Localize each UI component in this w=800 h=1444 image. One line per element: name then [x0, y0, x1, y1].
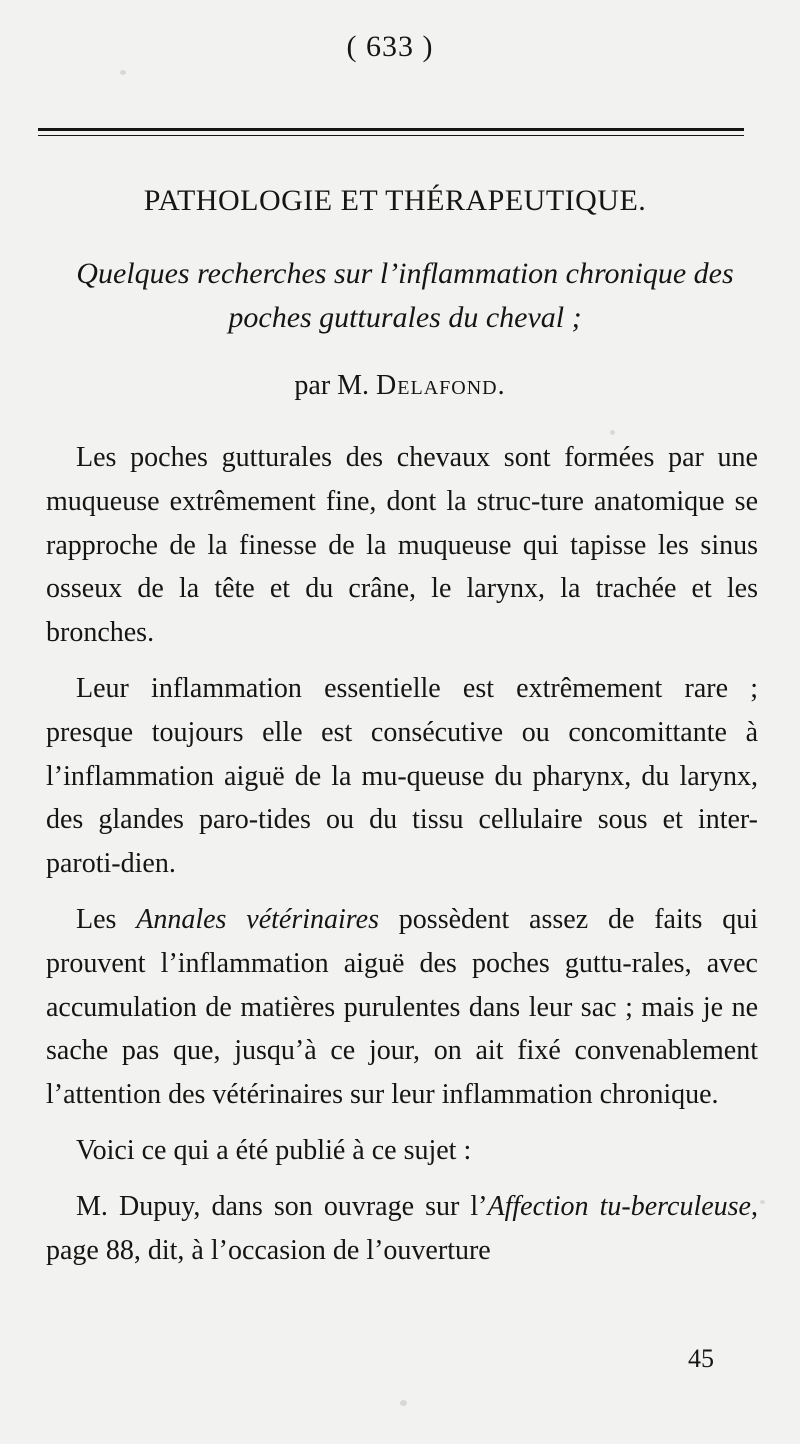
- section-title: PATHOLOGIE ET THÉRAPEUTIQUE.: [143, 184, 647, 217]
- paper-speck: [400, 1400, 407, 1406]
- paragraph-3-italic: Annales vétérinaires: [136, 903, 379, 935]
- byline-author: Delafond.: [376, 370, 506, 401]
- article-title: Quelques recherches sur l’inflammation chronique des poches gutturales du cheval ;: [76, 257, 734, 334]
- byline: [0, 370, 800, 402]
- paragraph-3: [46, 898, 758, 1117]
- page-number: ( 633 ): [346, 30, 434, 63]
- paragraph-3-start: Les: [76, 903, 137, 935]
- paragraph-3-end: possèdent assez de faits qui prouvent l’inflammation aiguë des poches guttu-rales, avec accumulation de matières purulentes dans leur sac ; mais je ne sache pas que, jusqu’à ce jour, on ait fixé convenablement l’attention des vétérinaires sur leur inflammation chronique.: [46, 903, 758, 1111]
- header-rule-thick: [38, 128, 744, 131]
- paragraph-5-end: , page 88, dit, à l’occasion de l’ouverture: [46, 1190, 758, 1266]
- paragraph-5: [46, 1185, 758, 1273]
- paragraph-5-italic: Affection tu-berculeuse: [487, 1190, 751, 1222]
- header-rule-thin: [38, 135, 744, 136]
- signature-mark: 45: [688, 1344, 714, 1373]
- paper-speck: [760, 1200, 765, 1204]
- article-body: [46, 436, 758, 1272]
- paper-speck: [120, 70, 126, 75]
- byline-prefix: par M.: [294, 370, 377, 401]
- paragraph-2: Leur inflammation essentielle est extrêmement rare ; presque toujours elle est consécutive ou concomittante à l’inflammation aiguë de la mu-queuse du pharynx, du larynx, des glandes paro-tides ou du tissu cellulaire sous et inter-paroti-dien.: [46, 672, 758, 880]
- paragraph-5-start: M. Dupuy, dans son ouvrage sur l’: [76, 1190, 488, 1222]
- paper-speck: [610, 430, 615, 435]
- paragraph-1: Les poches gutturales des chevaux sont formées par une muqueuse extrêmement fine, dont la struc-ture anatomique se rapproche de la finesse de la muqueuse qui tapisse les sinus osseux de la tête et du crâne, le larynx, la trachée et les bronches.: [46, 442, 758, 649]
- paragraph-4: Voici ce qui a été publié à ce sujet :: [76, 1134, 472, 1166]
